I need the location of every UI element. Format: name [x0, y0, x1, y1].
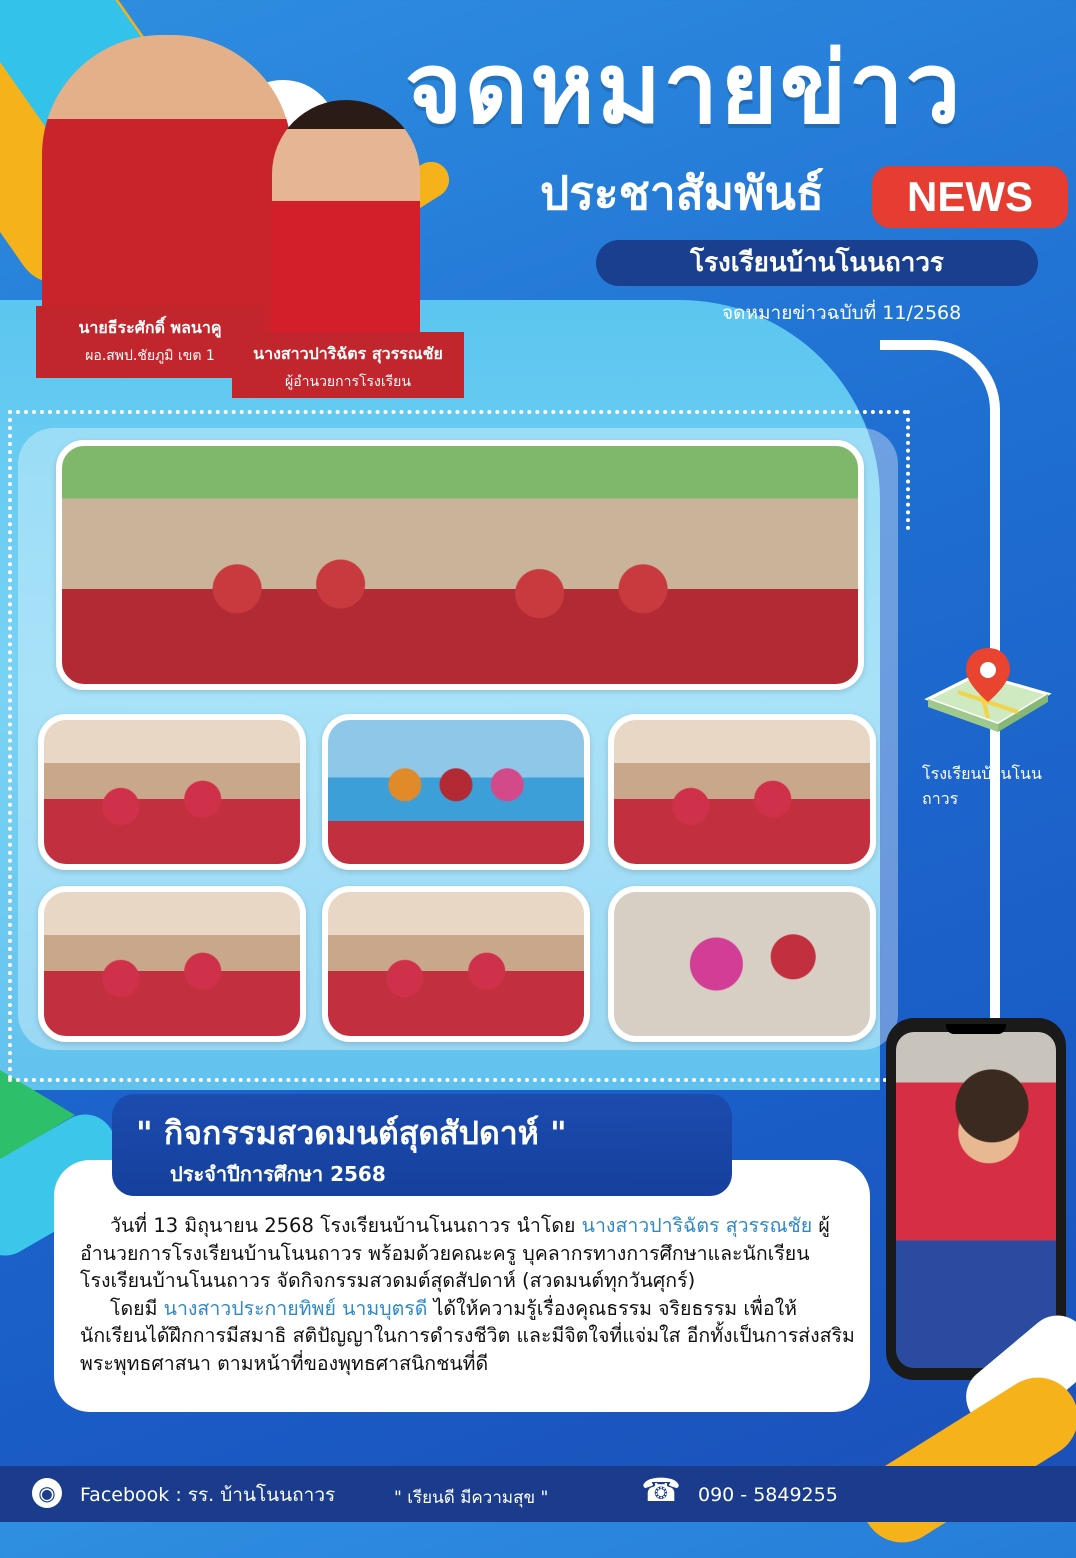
photo-thumb [322, 886, 590, 1042]
page-title: จดหมายข่าว [405, 32, 963, 146]
article-text: ผู้อำนวยการโรงเรียนบ้านโนนถาวร พร้อมด้วยคณะครู บุคลากรทางการศึกษาและนักเรียน โรงเรียนบ้านโนนถาวร จัดกิจกรรมสวดมต์สุดสัปดาห์ (สวดมนต์ทุกวันศุกร์) [80, 1214, 830, 1292]
phone-notch [946, 1024, 1006, 1034]
portrait-school-director [272, 100, 420, 340]
article-text: ได้ให้ความรู้เรื่องคุณธรรม จริยธรรม เพื่อให้นักเรียนได้ฝึกการมีสมาธิ สติปัญญาในการดำรงชีวิต และมีจิตใจที่แจ่มใส อีกทั้งเป็นการส่งสริมพระพุทธศาสนา ตามหน้าที่ของพุทธศาสนิกชนที่ดี [80, 1296, 855, 1375]
phone-number[interactable]: 090 - 5849255 [698, 1484, 838, 1506]
issue-number: จดหมายข่าวฉบับที่ 11/2568 [722, 302, 962, 324]
news-badge: NEWS [872, 166, 1068, 228]
article-text: วันที่ 13 มิถุนายน 2568 โรงเรียนบ้านโนนถาวร นำโดย [110, 1214, 582, 1237]
article-body [80, 1212, 860, 1377]
portrait-director-area [42, 35, 292, 335]
map-pin-icon [918, 644, 1058, 744]
page-subtitle: ประชาสัมพันธ์ [540, 166, 824, 220]
telephone-icon: ☎ [641, 1471, 681, 1509]
name-card-area-director [36, 306, 264, 378]
dotted-border [906, 410, 910, 530]
phone-photo [896, 1032, 1056, 1368]
map-label: โรงเรียนบ้านโนนถาวร [922, 764, 1042, 808]
photo-thumb [38, 714, 306, 870]
article-text: โดยมี [110, 1296, 164, 1320]
dotted-border [8, 410, 12, 1080]
activity-title: " กิจกรรมสวดมนต์สุดสัปดาห์ " [136, 1114, 567, 1152]
highlight-name: นางสาวประกายทิพย์ นามบุตรดี [163, 1296, 428, 1320]
dotted-border [8, 1078, 888, 1082]
globe-icon: ◉ [32, 1478, 62, 1508]
person-role: ผอ.สพป.ชัยภูมิ เขต 1 [85, 348, 215, 364]
activity-year: ประจำปีการศึกษา 2568 [170, 1162, 386, 1186]
name-card-school-director [232, 332, 464, 398]
photo-thumb [38, 886, 306, 1042]
person-name: นายธีระศักดิ์ พลนาคู [78, 318, 222, 337]
decor-shape [847, 1362, 1076, 1557]
dotted-border [8, 410, 908, 414]
photo-thumb [322, 714, 590, 870]
person-role: ผู้อำนวยการโรงเรียน [285, 374, 411, 390]
school-name: โรงเรียนบ้านโนนถาวร [596, 240, 1038, 286]
facebook-link[interactable]: Facebook : รร. บ้านโนนถาวร [80, 1484, 336, 1506]
highlight-name: นางสาวปาริฉัตร สุวรรณชัย [581, 1214, 813, 1237]
person-name: นางสาวปาริฉัตร สุวรรณชัย [253, 344, 443, 363]
photo-thumb [608, 714, 876, 870]
photo-thumb [608, 886, 876, 1042]
school-motto: " เรียนดี มีความสุข " [394, 1488, 549, 1508]
photo-main [56, 440, 864, 690]
